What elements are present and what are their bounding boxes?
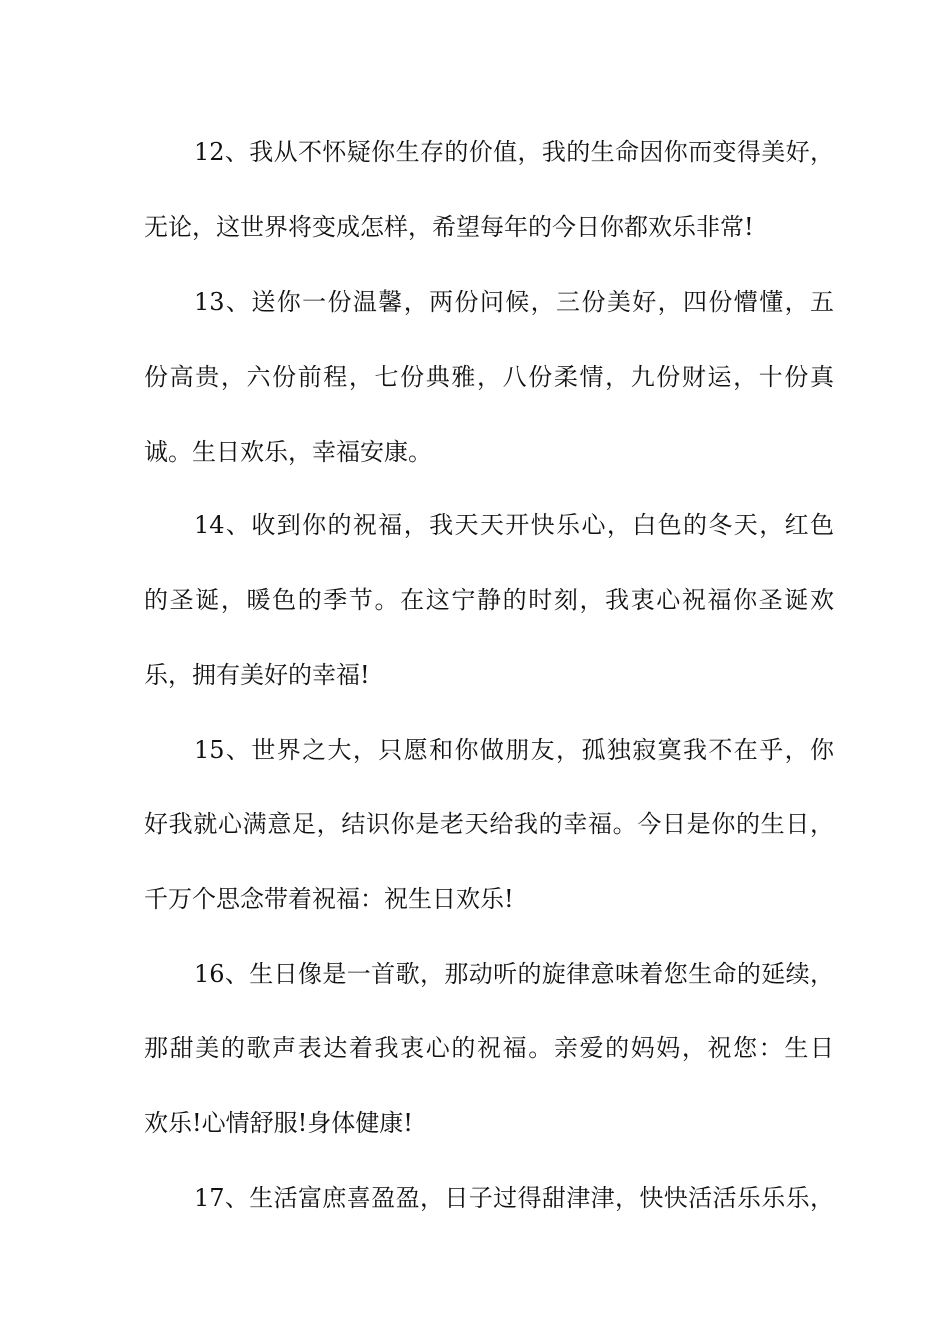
paragraph-14-line-2: 的圣诞，暖色的季节。在这宁静的时刻，我衷心祝福你圣诞欢: [144, 586, 834, 614]
paragraph-16-line-1: 16、生日像是一首歌，那动听的旋律意味着您生命的延续，: [194, 960, 834, 988]
paragraph-16-line-2: 那甜美的歌声表达着我衷心的祝福。亲爱的妈妈，祝您：生日: [144, 1034, 834, 1062]
paragraph-14-line-1: 14、收到你的祝福，我天天开快乐心，白色的冬天，红色: [194, 511, 834, 539]
paragraph-15-line-2: 好我就心满意足，结识你是老天给我的幸福。今日是你的生日，: [144, 810, 834, 838]
paragraph-13-line-1: 13、送你一份温馨，两份问候，三份美好，四份懵懂，五: [194, 288, 834, 316]
paragraph-17-line-1: 17、生活富庶喜盈盈，日子过得甜津津，快快活活乐乐乐，: [194, 1184, 834, 1212]
paragraph-13-line-3: 诚。生日欢乐，幸福安康。: [144, 438, 432, 466]
paragraph-13-line-2: 份高贵，六份前程，七份典雅，八份柔情，九份财运，十份真: [144, 363, 834, 391]
paragraph-12-line-2: 无论，这世界将变成怎样，希望每年的今日你都欢乐非常!: [144, 213, 754, 241]
paragraph-14-line-3: 乐，拥有美好的幸福!: [144, 661, 370, 689]
paragraph-12-line-1: 12、我从不怀疑你生存的价值，我的生命因你而变得美好，: [194, 138, 834, 166]
paragraph-15-line-3: 千万个思念带着祝福：祝生日欢乐!: [144, 885, 514, 913]
paragraph-15-line-1: 15、世界之大，只愿和你做朋友，孤独寂寞我不在乎，你: [194, 736, 834, 764]
paragraph-16-line-3: 欢乐!心情舒服!身体健康!: [144, 1109, 413, 1137]
